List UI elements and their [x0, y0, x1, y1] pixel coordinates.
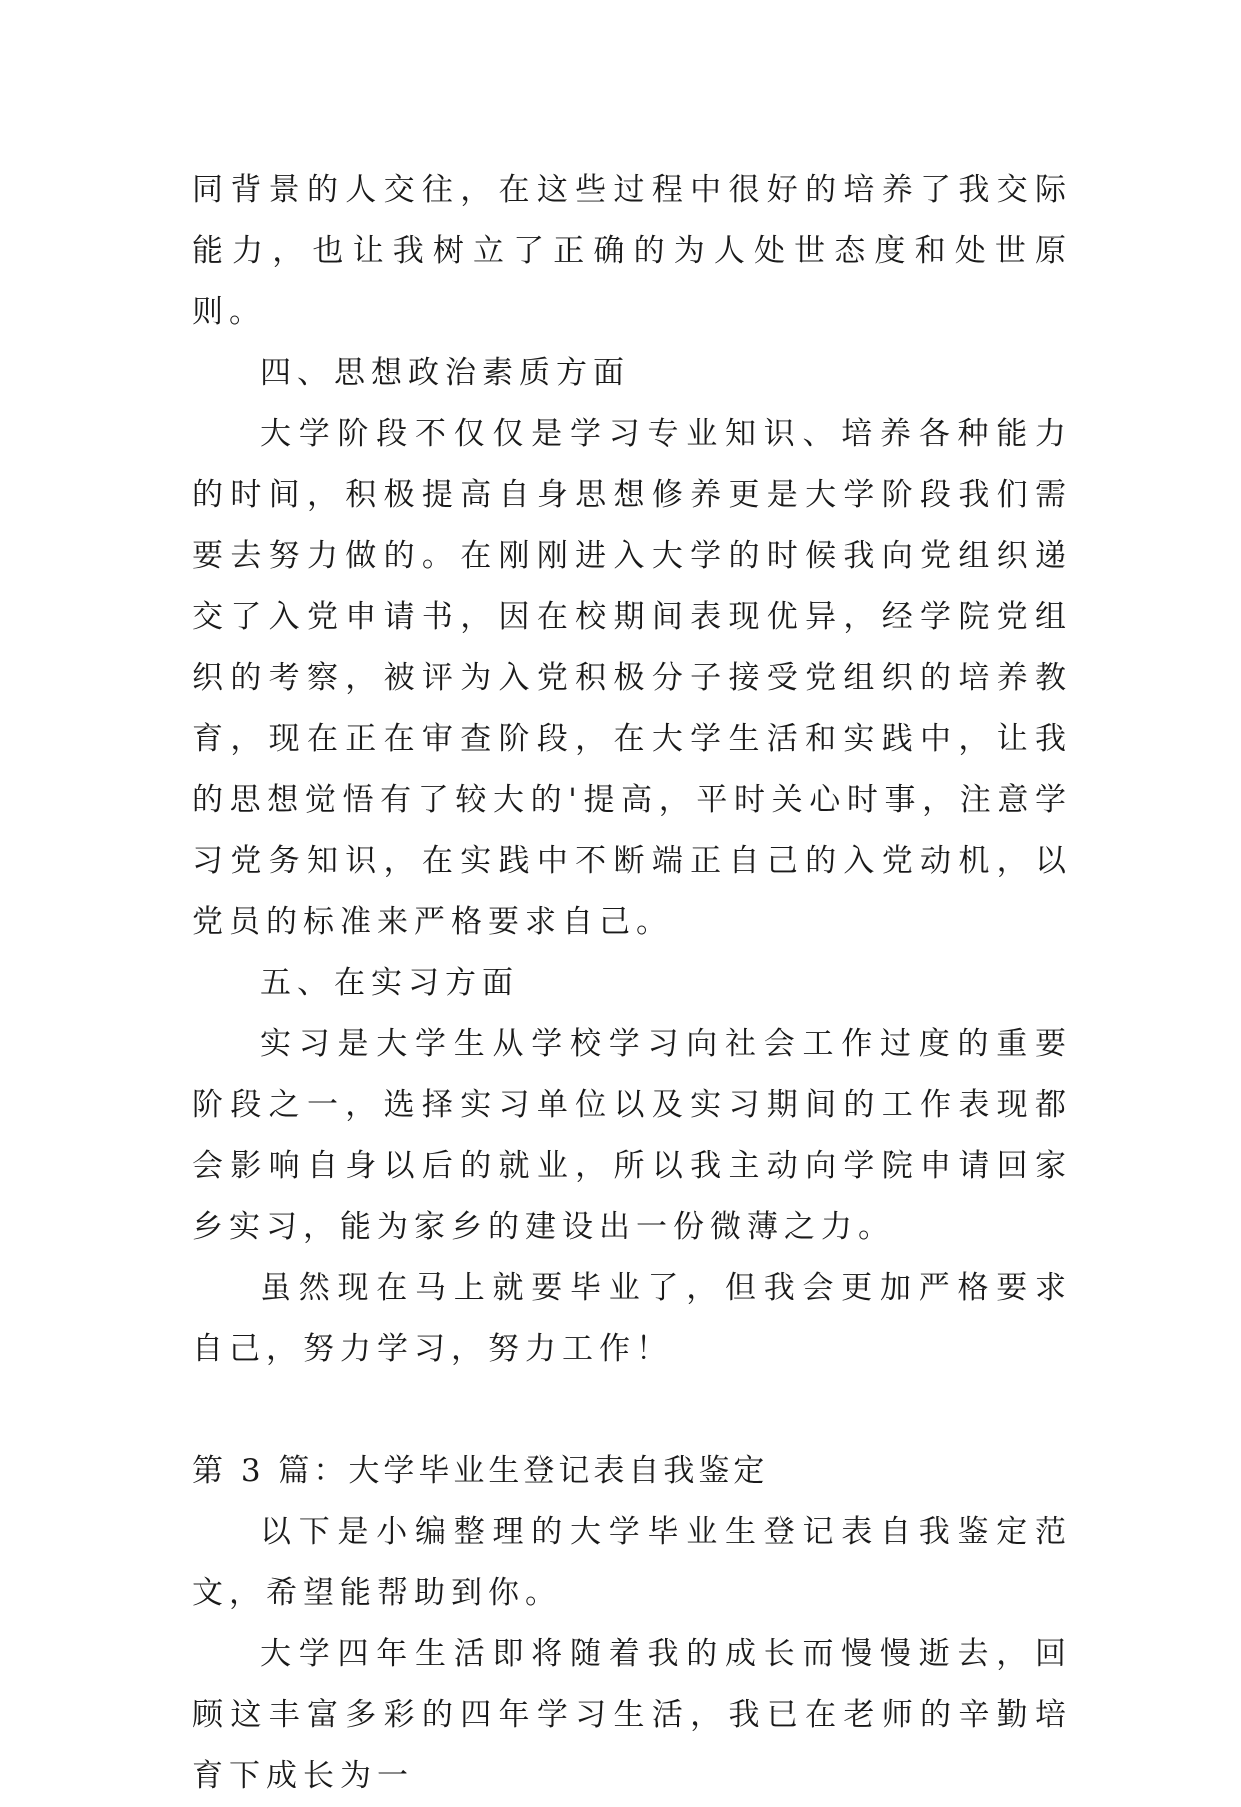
paragraph-social-skills: 同背景的人交往，在这些过程中很好的培养了我交际能力，也让我树立了正确的为人处世态度和处世原则。	[192, 172, 1072, 330]
paragraph-review: 大学四年生活即将随着我的成长而慢慢逝去，回顾这丰富多彩的四年学习生活，我已在老师的辛勤培育下成长为一	[192, 1636, 1072, 1794]
section-heading-internship: 五、在实习方面	[260, 965, 519, 1001]
paragraph-intro: 以下是小编整理的大学毕业生登记表自我鉴定范文，希望能帮助到你。	[192, 1514, 1072, 1611]
paragraph-political: 大学阶段不仅仅是学习专业知识、培养各种能力的时间，积极提高自身思想修养更是大学阶段我们需要去努力做的。在刚刚进入大学的时候我向党组织递交了入党申请书，因在校期间表现优异，经学院党组织的考察，被评为入党积极分子接受党组织的培养教育，现在正在审查阶段，在大学生活和实践中，让我的思想觉悟有了较大的'提高，平时关心时事，注意学习党务知识，在实践中不断端正自己的入党动机，以党员的标准来严格要求自己。	[192, 416, 1072, 940]
paragraph-internship: 实习是大学生从学校学习向社会工作过度的重要阶段之一，选择实习单位以及实习期间的工作表现都会影响自身以后的就业，所以我主动向学院申请回家乡实习，能为家乡的建设出一份微薄之力。	[192, 1026, 1072, 1245]
document-body	[192, 160, 1072, 1807]
paragraph-conclusion: 虽然现在马上就要毕业了，但我会更加严格要求自己，努力学习，努力工作！	[192, 1270, 1072, 1367]
article-title: 第 3 篇：大学毕业生登记表自我鉴定	[192, 1453, 769, 1489]
section-heading-political: 四、思想政治素质方面	[260, 355, 630, 391]
section-spacer	[192, 1380, 1072, 1441]
